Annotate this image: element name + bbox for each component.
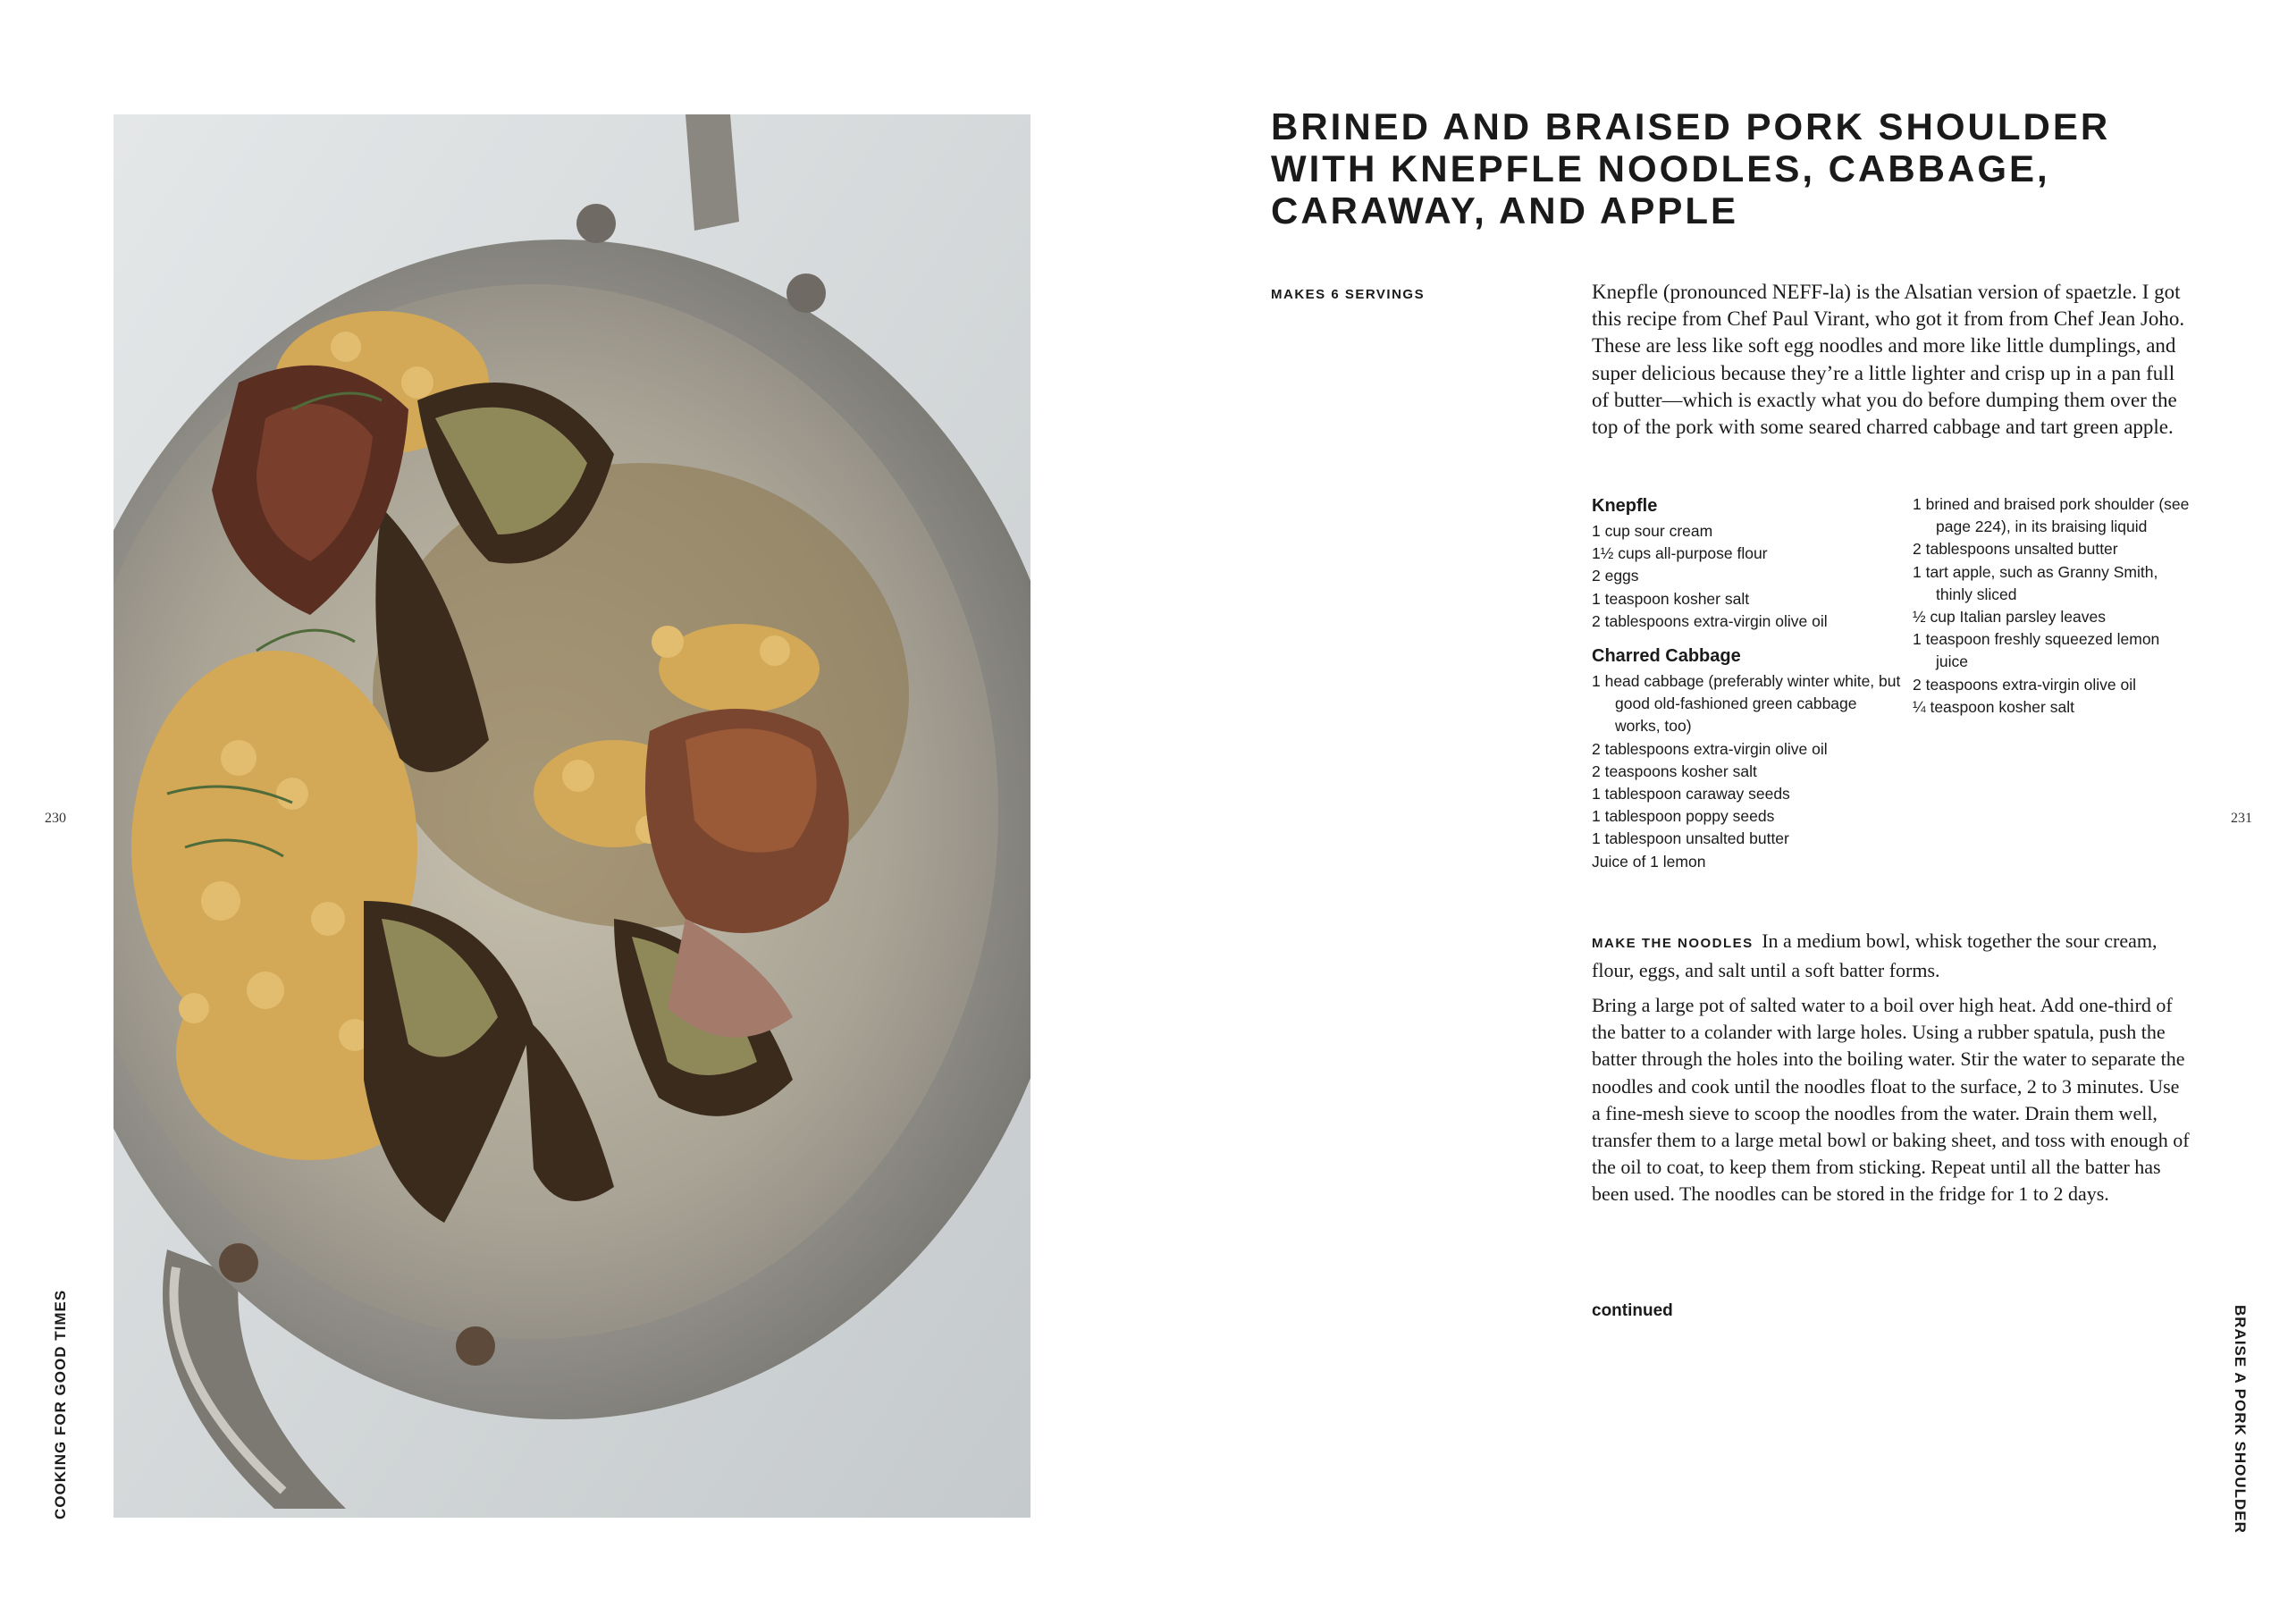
ingredient-item: 2 tablespoons unsalted butter bbox=[1913, 540, 2118, 559]
running-head-left: COOKING FOR GOOD TIMES bbox=[52, 1289, 69, 1519]
page-number-right: 231 bbox=[2231, 811, 2252, 826]
continued-label: continued bbox=[1592, 1301, 1673, 1320]
ingredient-item: 2 teaspoons extra-virgin olive oil bbox=[1913, 675, 2136, 694]
ingredient-item: 1 tart apple, such as Granny Smith, thinly sliced bbox=[1913, 562, 2158, 603]
ingredient-item: 1 teaspoon kosher salt bbox=[1592, 589, 1750, 608]
recipe-intro: Knepfle (pronounced NEFF-la) is the Alsatian version of spaetzle. I got this recipe from Chef Paul Virant, who got it from from Chef Jean Joho. These are less like soft egg noodles and more like little dumplings, and super delicious because they’re a little lighter and crisp up in a pan full of butter—which is exactly what you do before dumping them over the top of the pork with some seared charred cabbage and tart green apple. bbox=[1592, 281, 2185, 439]
ingredient-group-heading: Charred Cabbage bbox=[1592, 646, 1741, 667]
ingredient-item: 2 tablespoons extra-virgin olive oil bbox=[1592, 739, 1828, 758]
ingredient-item: 2 tablespoons extra-virgin olive oil bbox=[1592, 611, 1828, 630]
ingredient-item: 2 teaspoons kosher salt bbox=[1592, 762, 1757, 780]
ingredient-item: ¼ teaspoon kosher salt bbox=[1913, 697, 2074, 716]
ingredient-item: 1 tablespoon poppy seeds bbox=[1592, 807, 1775, 826]
food-photo bbox=[114, 114, 1030, 1518]
ingredient-item: 1 head cabbage (preferably winter white, but good old-fashioned green cabbage works, too) bbox=[1592, 672, 1901, 736]
ingredient-item: 1½ cups all-purpose flour bbox=[1592, 544, 1768, 563]
method-step-title: MAKE THE NOODLES bbox=[1592, 936, 1754, 951]
method-paragraph: Bring a large pot of salted water to a boil over high heat. Add one-third of the batter to a colander with large holes. Using a rubber spatula, push the batter through the holes into the boiling water. Stir the water to separate the noodles and cook until the noodles float to the surface, 2 to 3 minutes. Use a fine-mesh sieve to scoop the noodles from the water. Drain them well, transfer them to a large metal bowl or baking sheet, and toss with enough of the oil to coat, to keep them from sticking. Repeat until all the batter has been used. The noodles can be stored in the fridge for 1 to 2 days. bbox=[1592, 994, 2190, 1206]
ingredient-item: Juice of 1 lemon bbox=[1592, 852, 1706, 871]
title-line: CARAWAY, AND APPLE bbox=[1271, 189, 1739, 231]
ingredient-item: 1 teaspoon freshly squeezed lemon juice bbox=[1913, 630, 2160, 671]
ingredient-group-heading: Knepfle bbox=[1592, 496, 1658, 516]
title-line: WITH KNEPFLE NOODLES, CABBAGE, bbox=[1271, 147, 2050, 189]
method-step-noodles bbox=[1592, 928, 2191, 984]
ingredient-item: 2 eggs bbox=[1592, 567, 1639, 585]
method-step-text: In a medium bowl, whisk together the sour cream, flour, eggs, and salt until a soft batter forms. bbox=[1592, 930, 2158, 982]
recipe-yield: MAKES 6 SERVINGS bbox=[1271, 287, 1426, 302]
running-head-right: BRAISE A PORK SHOULDER bbox=[2232, 1305, 2249, 1534]
page-number-left: 230 bbox=[45, 811, 66, 826]
ingredients-column-2 bbox=[1913, 493, 2190, 719]
ingredient-item: 1 tablespoon unsalted butter bbox=[1592, 829, 1789, 848]
title-line: BRINED AND BRAISED PORK SHOULDER bbox=[1271, 105, 2111, 147]
ingredients-column-1 bbox=[1592, 493, 1905, 873]
ingredient-item: 1 cup sour cream bbox=[1592, 522, 1713, 540]
recipe-title bbox=[1271, 105, 2254, 231]
ingredient-item: 1 brined and braised pork shoulder (see page 224), in its braising liquid bbox=[1913, 495, 2190, 536]
ingredient-item: ½ cup Italian parsley leaves bbox=[1913, 608, 2106, 627]
ingredient-item: 1 tablespoon caraway seeds bbox=[1592, 785, 1790, 804]
